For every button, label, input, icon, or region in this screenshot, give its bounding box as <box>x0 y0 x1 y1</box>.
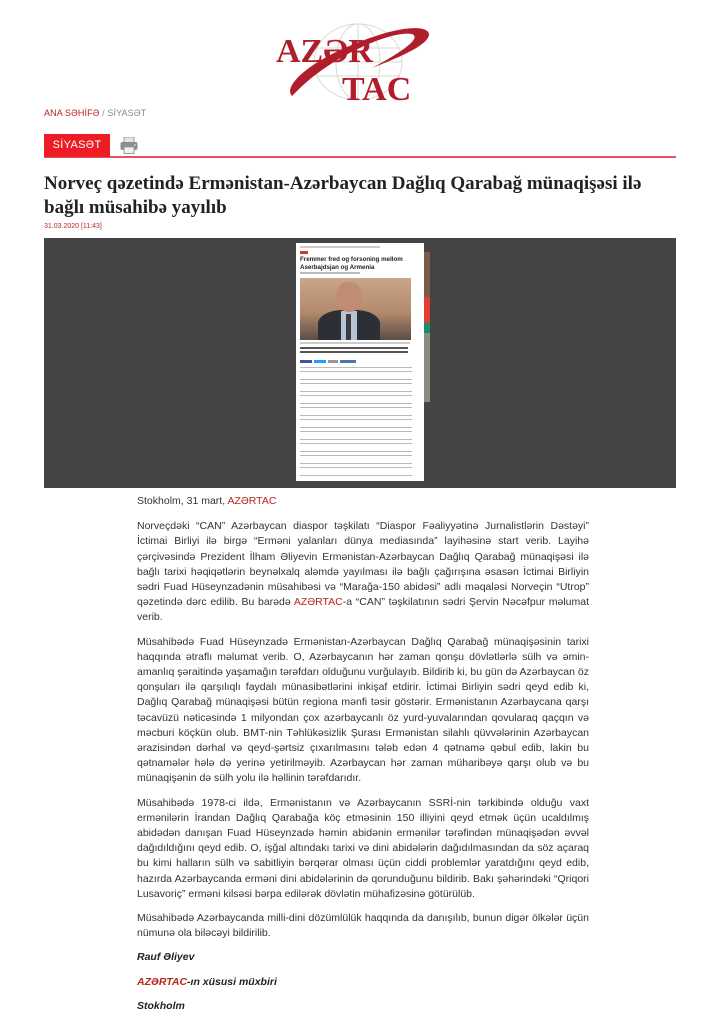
image-side-strip <box>424 252 430 402</box>
article-image[interactable] <box>296 243 424 481</box>
dateline-agency: AZƏRTAC <box>227 495 277 507</box>
image-category-tag <box>300 251 308 254</box>
breadcrumb-separator: / <box>102 108 105 118</box>
image-gallery[interactable] <box>44 238 676 488</box>
author-role <box>137 975 589 990</box>
breadcrumb-current: SİYASƏT <box>107 108 147 118</box>
breadcrumb-home-link[interactable]: ANA SƏHİFƏ <box>44 108 100 118</box>
logo-text-bottom: TAC <box>342 71 412 106</box>
image-caption-line <box>300 342 410 344</box>
paragraph-2: Müsahibədə Fuad Hüseynzadə Ermənistan-Azərbaycan Dağlıq Qarabağ münaqişəsinin tarixi haqqında ətraflı məlumat verib. O, Azərbaycanın hər zaman qonşu dövlətlərlə sülh və əmin-amanlıq şəraitində yaşamağın tərəfdarı olduğunu vurğulayıb. Bildirib ki, bu gün də Azərbaycan öz qonşuları ilə qarşılıqlı faydalı münasibətlərini inkişaf etdirir. İctimai Birliyin sədri qeyd edib ki, Dağlıq Qarabağ münaqişəsi bütün regiona mənfi təsir göstərir. Ermənistanın Azərbaycana qarşı təcavüzü nəticəsində 1 milyondan çox azərbaycanlı öz yurd-yuvalarından qovularaq qaçqın və məcburi köçkün olub. BMT-nin Təhlükəsizlik Şurası Ermənistan silahlı qüvvələrinin Azərbaycan ərazisindən dərhal və qeyd-şərtsiz çıxarılmasını tələb edən 4 qətnamə qəbul edib, lakin bu qətnamələr hələ də yerinə yetirilməyib. Azərbaycan hər zaman müharibəyə qarşı olub və bu münaqişənin də sülh yolu ilə həllinin tərəfdarıdır. <box>137 635 589 785</box>
paragraph-1-text-b: -a “CAN” təşkilatının sədri Şervin Nəcəfpur məlumat verib. <box>137 596 589 624</box>
image-body-text <box>300 367 412 479</box>
agency-link[interactable]: AZƏRTAC <box>293 596 343 609</box>
image-lead-text <box>300 347 408 354</box>
author-location: Stokholm <box>137 999 185 1012</box>
author-name: Rauf Əliyev <box>137 951 195 964</box>
logo-graphic <box>272 16 436 106</box>
paragraph-4: Müsahibədə Azərbaycanda milli-dini dözümlülük haqqında da danışılıb, bunun digər ölkələr üçün nümunə ola biləcəyi bildirilib. <box>137 912 589 940</box>
image-breadcrumb-line <box>300 246 380 248</box>
paragraph-1-text-a: Norveçdəki “CAN” Azərbaycan diaspor təşkilatı “Diaspor Fəaliyyətinə Jurnalistlərin Dəstəyi” İctimai Birliyi ilə birgə “Erməni yalanları dünya mediasında” layihəsinə start verib. Layihə çərçivəsində Prezident İlham Əliyevin Ermənistan-Azərbaycan Dağlıq Qarabağ münaqişəsi ilə bağlı tarixi həqiqətlərin beynəlxalq aləmdə yayılması ilə bağlı çağırışına əsasən İctimai Birliyin sədri Fuad Hüseynzadənin müsahibəsi və “Marağa-150 abidəsi” adlı məqaləsi Norveçin “Utrop” qəzetində dərc edilib. Bu barədə <box>137 520 589 609</box>
paragraph-3: Müsahibədə 1978-ci ildə, Ermənistanın və Azərbaycanın SSRİ-nin tərkibində olduğu vaxt ermənilərin İrandan Dağlıq Qarabağa köç etməsinin 150 illiyini qeyd etmək üçün ucaldılmış abidədən danışan Fuad Hüseynzadə həmin abidənin ermənilər tərəfindən münaqişədən əvvəl dağıdıldığını qeyd edib. O, işğal altındakı tarixi və dini abidələrin dağıdılmasından da söz açaraq bu kimi halların sülh və sabitliyin bərqərar olması üçün ciddi problemlər yaratdığını qeyd edib, hazırda Azərbaycanda erməni dini abidələrinin də qorunduğunu bildirib. Bakı şəhərindəki “Qriqori Lusavoriç” erməni kilsəsi bərpa edilərək dövlətin mühafizəsinə götürülüb. <box>137 796 589 900</box>
article-title: Norveç qəzetində Ermənistan-Azərbaycan Dağlıq Qarabağ münaqişəsi ilə bağlı müsahibə yayılıb <box>44 173 642 218</box>
logo-text-top: AZƏR <box>276 33 373 70</box>
author-role-text: -ın xüsusi müxbiri <box>187 975 277 988</box>
image-headline: Fremmer fred og forsoning mellom Aserbajdsjan og Armenia <box>300 256 403 271</box>
printer-icon[interactable] <box>120 137 138 154</box>
article-body <box>137 494 589 1023</box>
category-bar <box>44 134 676 158</box>
azertac-logo[interactable] <box>272 16 436 106</box>
dateline-text: Stokholm, 31 mart, <box>137 495 228 507</box>
breadcrumb <box>44 108 146 118</box>
article-date: 31.03.2020 [11:43] <box>44 223 102 230</box>
portrait-photo <box>300 278 411 340</box>
category-tag[interactable]: SİYASƏT <box>44 134 110 157</box>
author-role-agency: AZƏRTAC <box>137 975 188 988</box>
dateline <box>137 494 589 509</box>
image-author-line <box>300 272 360 274</box>
image-share-buttons <box>300 360 356 363</box>
paragraph-1 <box>137 519 589 625</box>
